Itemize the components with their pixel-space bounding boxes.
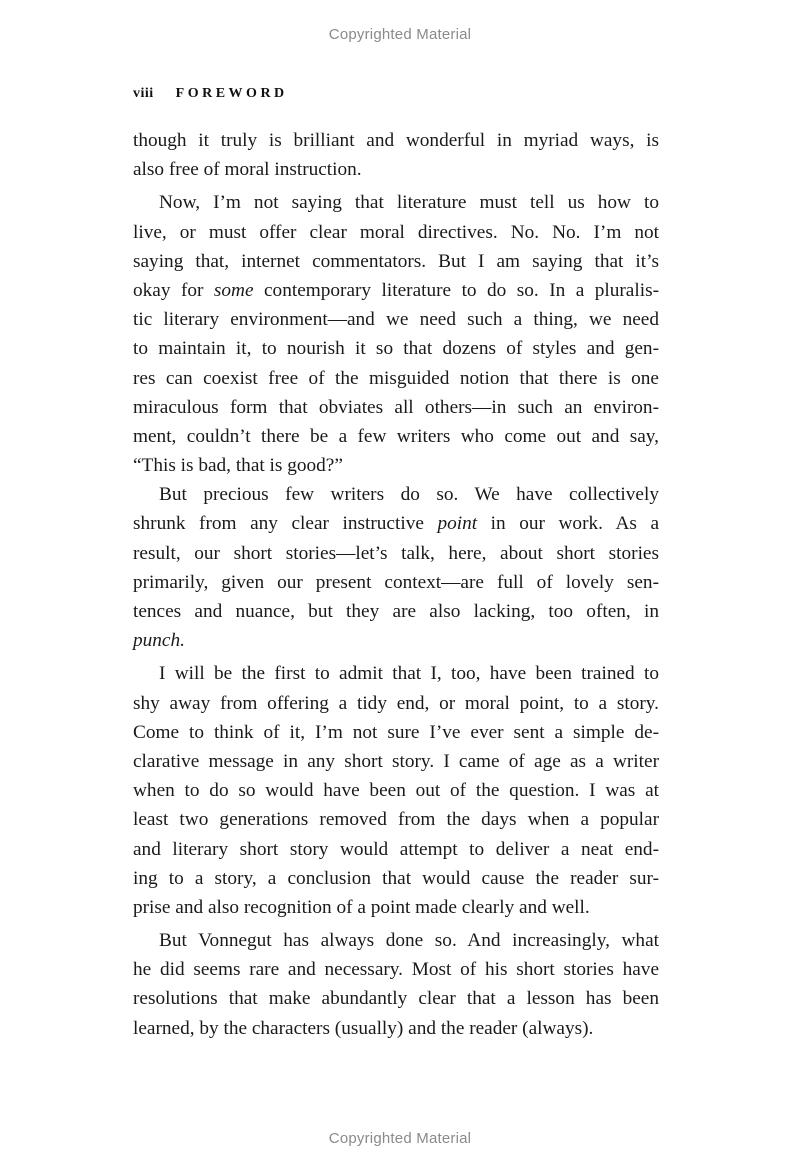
text-line: But Vonnegut has always done so. And increasingly, what <box>159 930 659 952</box>
text-line: result, our short stories—let’s talk, here, about short stories <box>133 542 659 564</box>
page-number: viii <box>133 86 154 101</box>
text-line: clarative message in any short story. I came of age as a writer <box>133 750 659 772</box>
text-line: and literary short story would attempt to deliver a neat end- <box>133 838 659 860</box>
text-line: ing to a story, a conclusion that would cause the reader sur- <box>133 867 659 889</box>
text-line: punch. <box>133 630 185 652</box>
paragraph <box>133 926 659 1043</box>
text-line: ment, couldn’t there be a few writers who come out and say, <box>133 425 659 447</box>
paragraph <box>133 126 659 184</box>
text-line: Come to think of it, I’m not sure I’ve ever sent a simple de- <box>133 721 659 743</box>
text-line: shy away from offering a tidy end, or moral point, to a story. <box>133 692 659 714</box>
text-line: also free of moral instruction. <box>133 159 362 181</box>
copyright-watermark-bottom: Copyrighted Material <box>328 1130 472 1147</box>
text-line: least two generations removed from the days when a popular <box>133 809 659 831</box>
text-line: he did seems rare and necessary. Most of his short stories have <box>133 959 659 981</box>
text-line: tic literary environment—and we need such a thing, we need <box>133 309 659 331</box>
running-head <box>133 86 288 102</box>
text-line: res can coexist free of the misguided notion that there is one <box>133 367 659 389</box>
copyright-watermark-top: Copyrighted Material <box>328 26 472 43</box>
text-line: primarily, given our present context—are full of lovely sen- <box>133 571 659 593</box>
text-line: prise and also recognition of a point made clearly and well. <box>133 896 590 918</box>
text-line: though it truly is brilliant and wonderful in myriad ways, is <box>133 130 659 151</box>
text-line: live, or must offer clear moral directives. No. No. I’m not <box>133 221 659 243</box>
body-text <box>133 126 659 1043</box>
text-line: Now, I’m not saying that literature must tell us how to <box>159 192 659 214</box>
text-line: But precious few writers do so. We have collectively <box>159 484 659 506</box>
text-line: miraculous form that obviates all others—in such an environ- <box>133 396 659 418</box>
section-title: FOREWORD <box>175 86 288 101</box>
text-line: tences and nuance, but they are also lacking, too often, in <box>133 601 659 622</box>
text-line: I will be the first to admit that I, too, have been trained to <box>159 663 659 685</box>
text-line: when to do so would have been out of the question. I was at <box>133 780 659 802</box>
text-line: okay for some contemporary literature to do so. In a pluralis- <box>133 279 659 301</box>
text-line: shrunk from any clear instructive point in our work. As a <box>133 513 659 535</box>
text-line: to maintain it, to nourish it so that dozens of styles and gen- <box>133 338 659 360</box>
text-line: resolutions that make abundantly clear that a lesson has been <box>133 988 659 1010</box>
paragraph <box>133 188 659 480</box>
text-line: learned, by the characters (usually) and the reader (always). <box>133 1017 594 1039</box>
paragraph <box>133 659 659 922</box>
text-line: saying that, internet commentators. But I am saying that it’s <box>133 250 659 272</box>
paragraph <box>133 480 659 655</box>
text-line: “This is bad, that is good?” <box>133 455 343 477</box>
